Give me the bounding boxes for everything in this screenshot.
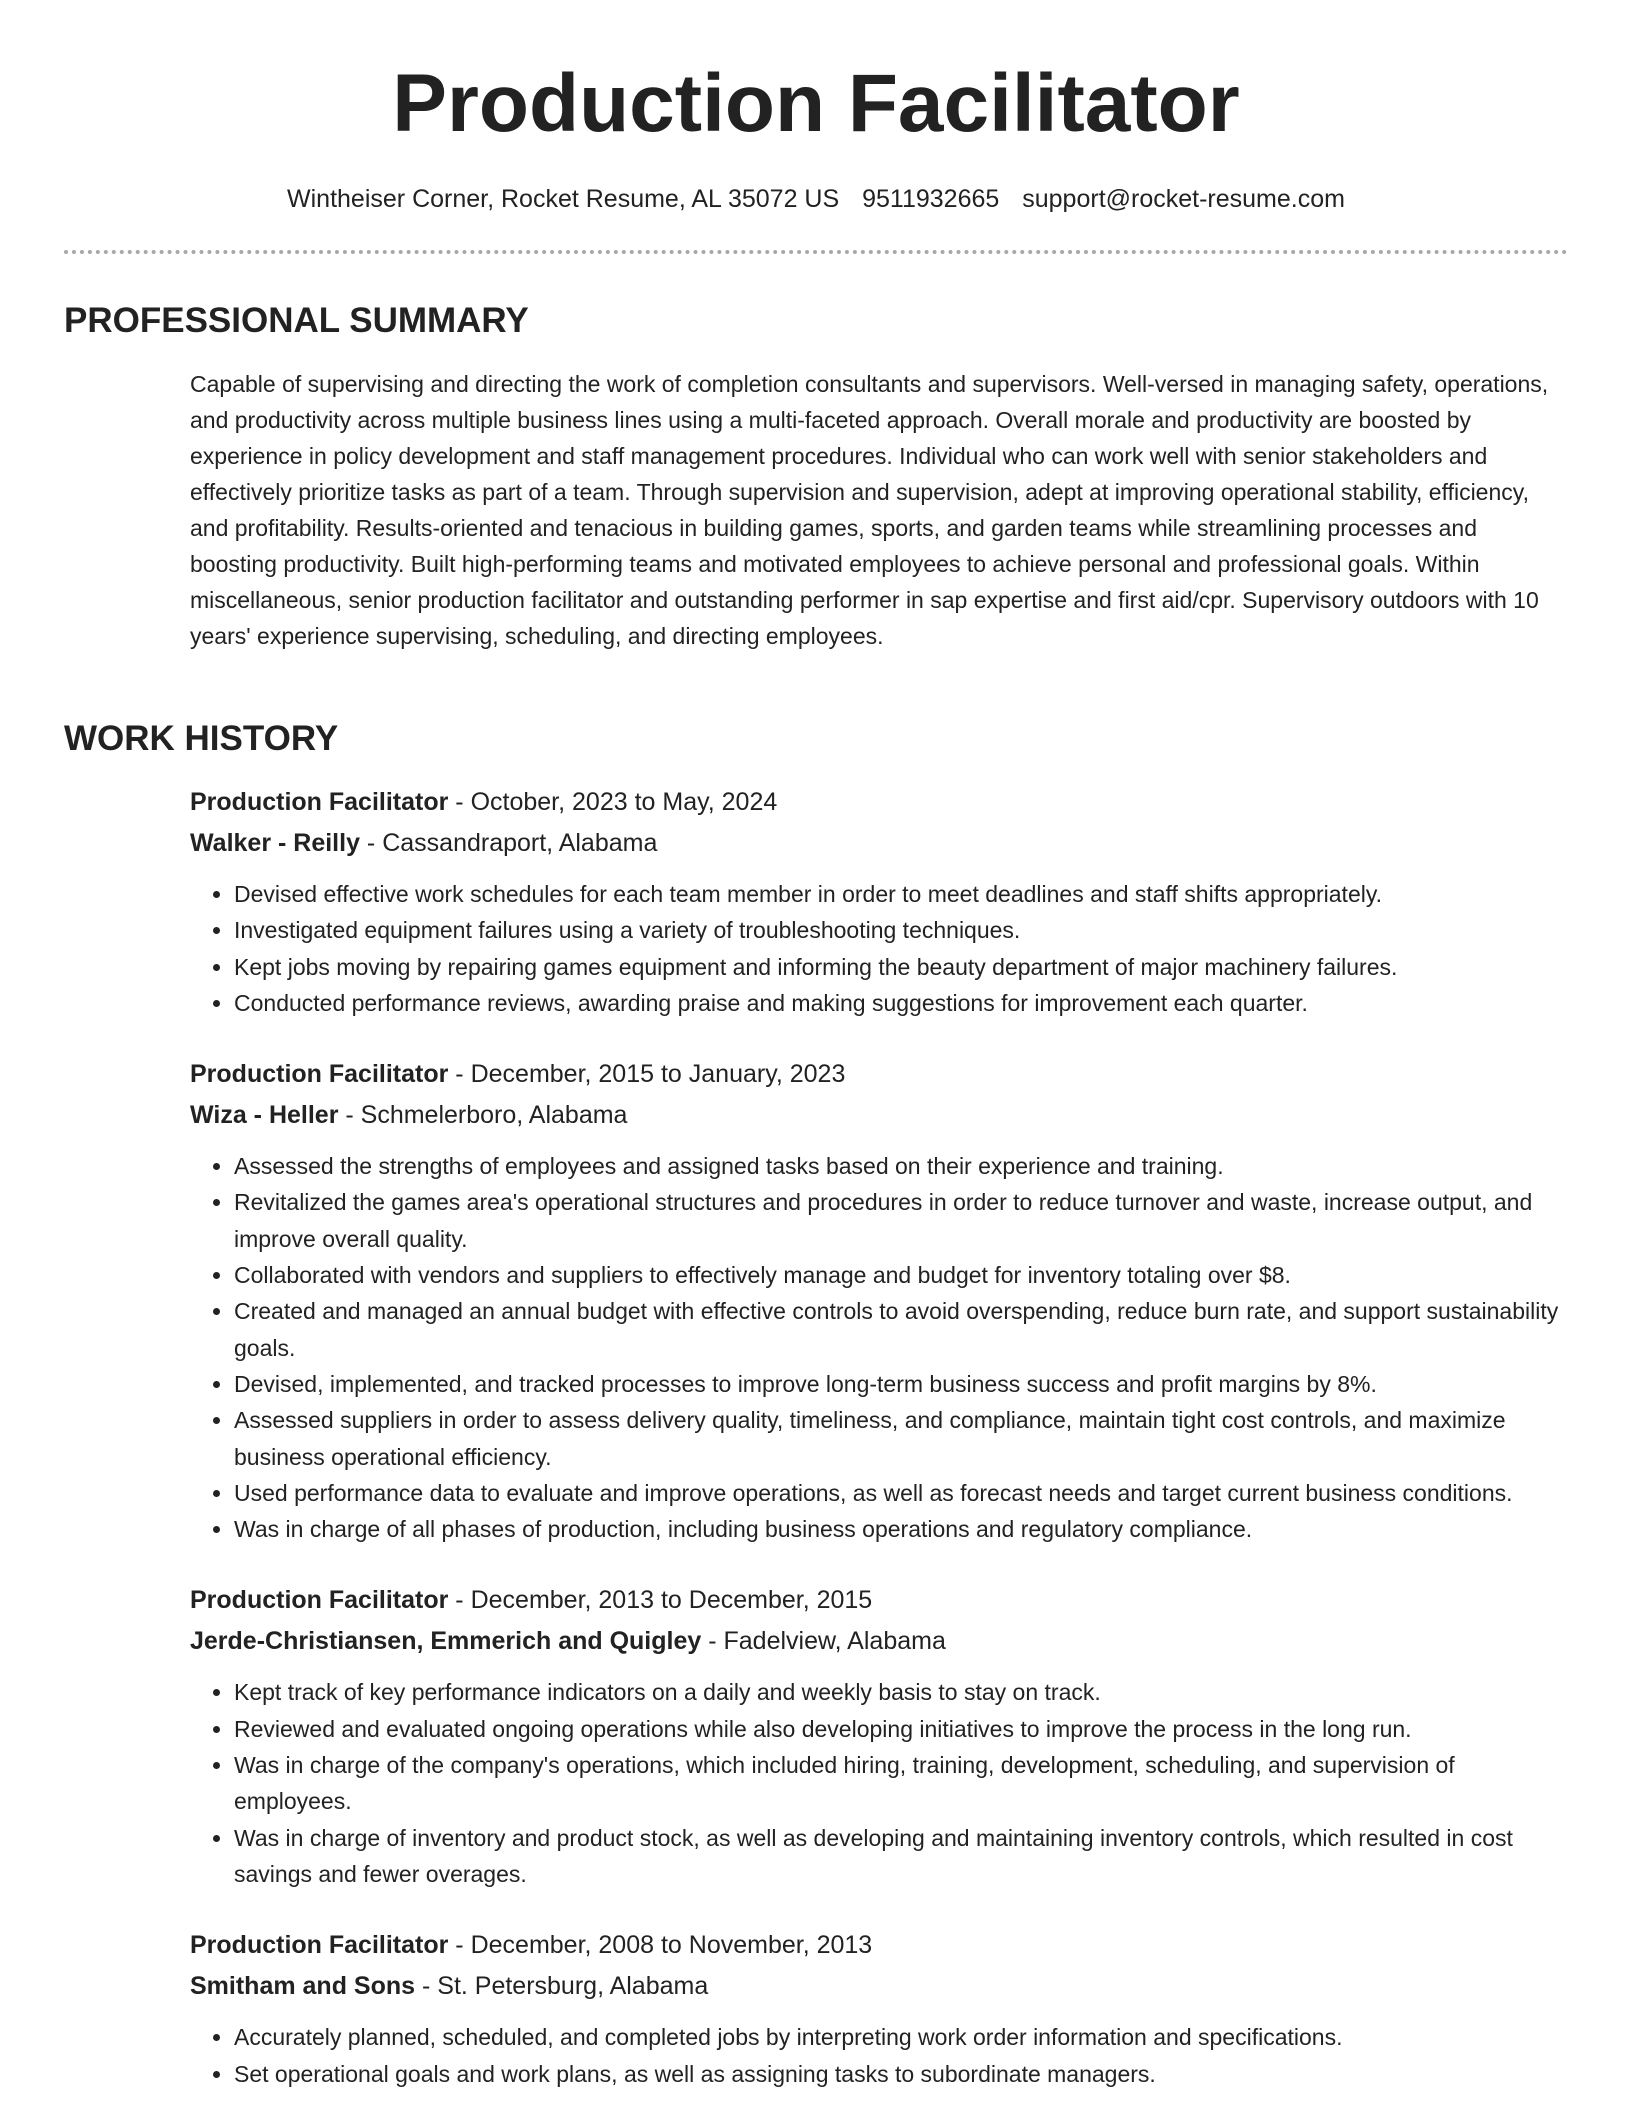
job-dates: - December, 2015 to January, 2023 <box>448 1060 846 1089</box>
job-role: Production Facilitator <box>190 1931 449 1960</box>
job-role: Production Facilitator <box>190 1060 449 1089</box>
job-entry <box>190 1926 1570 2092</box>
job-company: Walker - Reilly <box>190 829 360 857</box>
job-bullet: • Collaborated with vendors and suppliers to effectively manage and budget for inventory totaling over $8. <box>234 1257 1570 1293</box>
job-bullet: • Investigated equipment failures using a variety of troubleshooting techniques. <box>234 912 1570 948</box>
summary-text: Capable of supervising and directing the work of completion consultants and supervisors. Well-versed in managing safety, operations, and productivity across multiple business lines using a multi-faceted approach. Overall morale and productivity are boosted by experience in policy development and staff management procedures. Individual who can work well with senior stakeholders and effectively prioritize tasks as part of a team. Through supervision and supervision, adept at improving operational stability, efficiency, and profitability. Results-oriented and tenacious in building games, sports, and garden teams while streamlining processes and boosting productivity. Built high-performing teams and motivated employees to achieve personal and professional goals. Within miscellaneous, senior production facilitator and outstanding performer in sap expertise and first aid/cpr. Supervisory outdoors with 10 years' experience supervising, scheduling, and directing employees. <box>190 371 1549 649</box>
job-bullet: • Was in charge of the company's operations, which included hiring, training, development, scheduling, and supervision of employees. <box>234 1747 1570 1820</box>
job-company-line <box>190 1622 1570 1660</box>
job-company-line <box>190 1096 1570 1134</box>
summary-heading: PROFESSIONAL SUMMARY <box>64 301 529 340</box>
contact-phone: 9511932665 <box>862 185 1000 213</box>
contact-address: Wintheiser Corner, Rocket Resume, AL 35072 US <box>287 185 840 213</box>
job-bullets <box>190 1674 1570 1892</box>
work-history-list <box>190 783 1570 2126</box>
job-title-line <box>190 1055 1570 1093</box>
job-location: - Cassandraport, Alabama <box>359 829 658 857</box>
job-bullet: • Assessed suppliers in order to assess delivery quality, timeliness, and compliance, maintain tight cost controls, and maximize business operational efficiency. <box>234 1402 1570 1475</box>
job-bullet: • Set operational goals and work plans, as well as assigning tasks to subordinate managers. <box>234 2056 1570 2092</box>
job-role: Production Facilitator <box>190 1586 449 1615</box>
job-dates: - December, 2008 to November, 2013 <box>448 1931 873 1960</box>
contact-email: support@rocket-resume.com <box>1022 185 1345 213</box>
job-bullet: • Devised, implemented, and tracked processes to improve long-term business success and profit margins by 8%. <box>234 1366 1570 1402</box>
job-location: - St. Petersburg, Alabama <box>415 1972 709 2001</box>
job-entry <box>190 1055 1570 1547</box>
job-bullet: • Kept jobs moving by repairing games equipment and informing the beauty department of major machinery failures. <box>234 949 1570 985</box>
work-history-heading: WORK HISTORY <box>64 719 339 758</box>
job-location: - Fadelview, Alabama <box>701 1627 946 1656</box>
job-bullets <box>190 876 1570 1021</box>
job-company: Jerde-Christiansen, Emmerich and Quigley <box>190 1627 702 1656</box>
contact-line <box>0 182 1632 216</box>
job-bullet: • Reviewed and evaluated ongoing operations while also developing initiatives to improve the process in the long run. <box>234 1711 1570 1747</box>
job-bullets <box>190 2019 1570 2092</box>
job-title-line <box>190 1581 1570 1619</box>
job-bullet: • Assessed the strengths of employees and assigned tasks based on their experience and training. <box>234 1148 1570 1184</box>
job-bullet: • Devised effective work schedules for each team member in order to meet deadlines and staff shifts appropriately. <box>234 876 1570 912</box>
job-company: Wiza - Heller <box>190 1101 339 1130</box>
job-dates: - October, 2023 to May, 2024 <box>448 788 778 816</box>
job-bullet: • Kept track of key performance indicators on a daily and weekly basis to stay on track. <box>234 1674 1570 1710</box>
job-company-line <box>190 1967 1570 2005</box>
job-title-line <box>190 783 1570 821</box>
job-entry <box>190 783 1570 1021</box>
job-bullet: • Accurately planned, scheduled, and completed jobs by interpreting work order information and specifications. <box>234 2019 1570 2055</box>
job-role: Production Facilitator <box>190 788 449 816</box>
job-bullet: • Created and managed an annual budget with effective controls to avoid overspending, reduce burn rate, and support sustainability goals. <box>234 1293 1570 1366</box>
job-entry <box>190 1581 1570 1892</box>
candidate-name: Production Facilitator <box>392 58 1240 149</box>
job-bullet: • Used performance data to evaluate and improve operations, as well as forecast needs and target current business conditions. <box>234 1475 1570 1511</box>
job-bullet: • Revitalized the games area's operational structures and procedures in order to reduce turnover and waste, increase output, and improve overall quality. <box>234 1184 1570 1257</box>
job-company-line <box>190 824 1570 862</box>
job-bullets <box>190 1148 1570 1547</box>
job-company: Smitham and Sons <box>190 1972 416 2001</box>
job-bullet: • Conducted performance reviews, awarding praise and making suggestions for improvement each quarter. <box>234 985 1570 1021</box>
job-location: - Schmelerboro, Alabama <box>338 1101 628 1130</box>
header-divider <box>64 250 1568 254</box>
job-dates: - December, 2013 to December, 2015 <box>448 1586 873 1615</box>
job-title-line <box>190 1926 1570 1964</box>
job-bullet: • Was in charge of inventory and product stock, as well as developing and maintaining inventory controls, which resulted in cost savings and fewer overages. <box>234 1820 1570 1893</box>
job-bullet: • Was in charge of all phases of production, including business operations and regulatory compliance. <box>234 1511 1570 1547</box>
